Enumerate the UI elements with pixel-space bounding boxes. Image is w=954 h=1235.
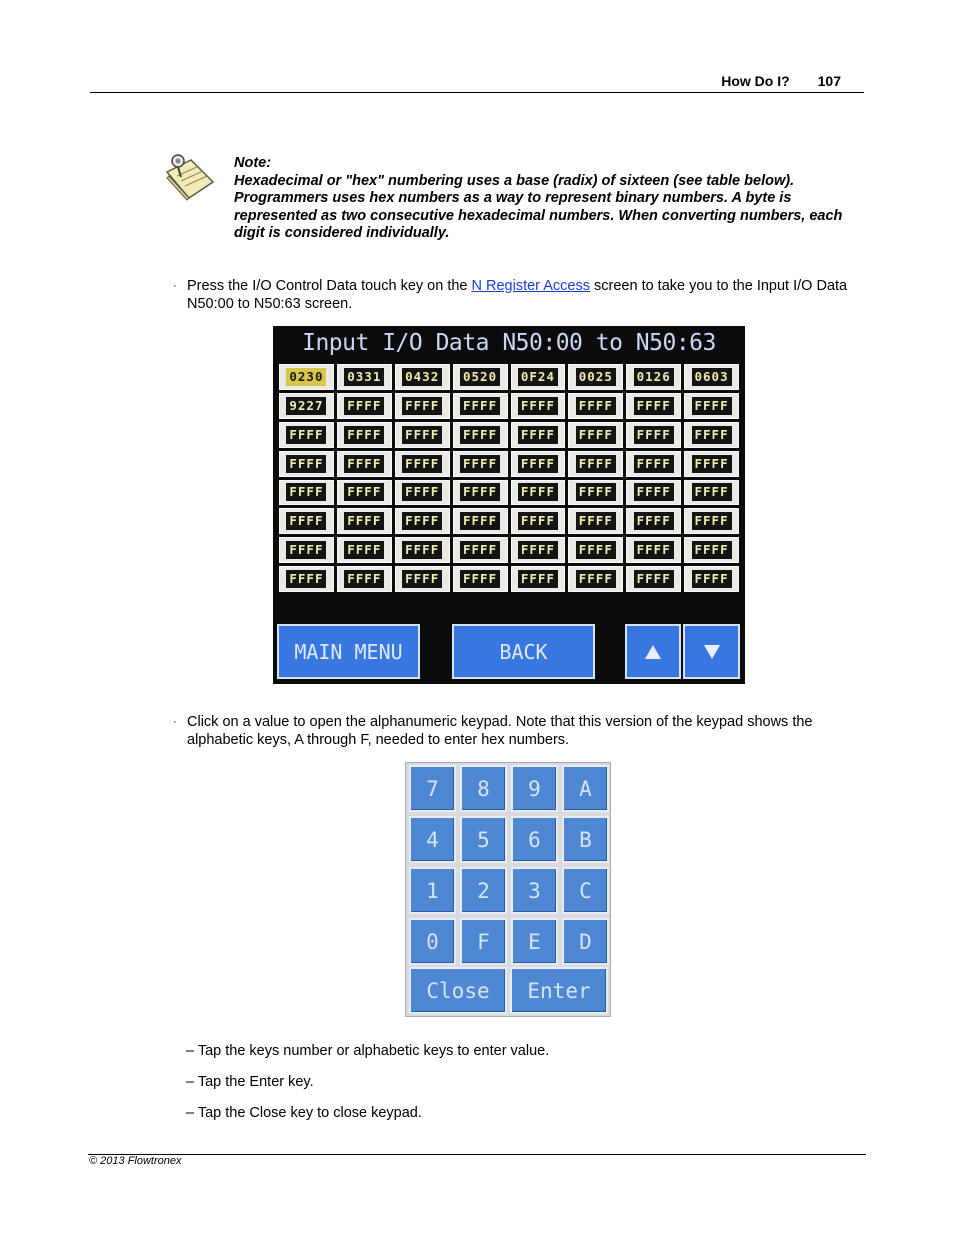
io-value-cell[interactable]	[453, 364, 508, 390]
io-value-text: FFFF	[344, 483, 384, 501]
io-value-text: FFFF	[460, 541, 500, 559]
keypad-key-f[interactable]: F	[460, 918, 507, 965]
bullet-1-text-after: screen to take you to the Input I/O Data N50:00 to N50:63 screen.	[187, 278, 848, 312]
keypad-key-0[interactable]: 0	[409, 918, 456, 965]
triangle-up-icon	[644, 644, 662, 660]
io-value-text: FFFF	[576, 541, 616, 559]
io-value-cell[interactable]	[453, 537, 508, 563]
io-value-text: FFFF	[692, 426, 732, 444]
step-3: – Tap the Close key to close keypad.	[186, 1105, 422, 1121]
io-value-text: FFFF	[460, 426, 500, 444]
note-block	[234, 155, 859, 243]
io-value-text: FFFF	[634, 426, 674, 444]
bullet-1-text-before: Press the I/O Control Data touch key on the	[187, 278, 472, 294]
io-value-cell[interactable]	[684, 364, 739, 390]
io-value-cell[interactable]	[568, 537, 623, 563]
io-value-text: FFFF	[518, 483, 558, 501]
screen-title: Input I/O Data N50:00 to N50:63	[302, 330, 716, 356]
io-value-text: FFFF	[344, 455, 384, 473]
triangle-down-icon	[703, 644, 721, 660]
footer-rule	[88, 1154, 866, 1155]
io-value-text: FFFF	[634, 541, 674, 559]
io-value-cell[interactable]	[626, 480, 681, 506]
io-value-text: 9227	[286, 397, 326, 415]
io-value-text: FFFF	[692, 570, 732, 588]
io-value-cell[interactable]	[684, 393, 739, 419]
io-value-text: FFFF	[692, 541, 732, 559]
keypad-key-1[interactable]: 1	[409, 867, 456, 914]
io-value-cell[interactable]	[337, 451, 392, 477]
io-value-text: FFFF	[402, 512, 442, 530]
io-value-text: FFFF	[634, 455, 674, 473]
keypad-key-2[interactable]: 2	[460, 867, 507, 914]
instruction-bullet-1	[173, 278, 863, 313]
io-value-cell[interactable]	[279, 508, 334, 534]
io-value-cell[interactable]	[279, 364, 334, 390]
io-value-cell[interactable]	[395, 480, 450, 506]
io-value-text: FFFF	[576, 512, 616, 530]
io-value-cell[interactable]	[453, 393, 508, 419]
io-value-text: 0126	[634, 368, 674, 386]
io-value-text: FFFF	[460, 455, 500, 473]
io-value-cell[interactable]	[395, 566, 450, 592]
io-value-cell[interactable]	[337, 508, 392, 534]
io-value-text: FFFF	[634, 483, 674, 501]
io-value-text: FFFF	[344, 570, 384, 588]
step-1: – Tap the keys number or alphabetic keys to enter value.	[186, 1043, 550, 1059]
io-value-text: FFFF	[518, 512, 558, 530]
io-value-cell[interactable]	[626, 537, 681, 563]
io-value-text: FFFF	[518, 397, 558, 415]
bullet-2-text: Click on a value to open the alphanumeric keypad. Note that this version of the keypad shows the alphabetic keys, A through F, needed to enter hex numbers.	[187, 714, 813, 748]
io-value-cell[interactable]	[568, 480, 623, 506]
io-value-text: FFFF	[460, 397, 500, 415]
io-value-cell[interactable]	[684, 422, 739, 448]
notepad-pin-icon	[163, 152, 217, 202]
instruction-bullet-2	[173, 714, 863, 749]
io-value-cell[interactable]	[626, 508, 681, 534]
io-value-cell[interactable]	[626, 364, 681, 390]
io-value-cell[interactable]	[511, 364, 566, 390]
io-value-text: FFFF	[402, 483, 442, 501]
io-value-text: 0520	[460, 368, 500, 386]
io-value-text: 0331	[344, 368, 384, 386]
io-value-cell[interactable]	[684, 451, 739, 477]
keypad-key-e[interactable]: E	[511, 918, 558, 965]
copyright: © 2013 Flowtronex	[89, 1155, 182, 1167]
io-value-text: FFFF	[402, 541, 442, 559]
io-value-cell[interactable]	[453, 451, 508, 477]
io-value-cell[interactable]	[279, 566, 334, 592]
io-value-text: FFFF	[634, 397, 674, 415]
io-value-text: 0025	[576, 368, 616, 386]
running-header	[721, 73, 841, 89]
scroll-up-button[interactable]	[625, 624, 681, 679]
close-key[interactable]: Close	[409, 967, 507, 1014]
input-io-data-screen	[273, 326, 745, 684]
io-value-text: FFFF	[576, 426, 616, 444]
io-value-cell[interactable]	[568, 422, 623, 448]
header-rule	[90, 92, 864, 93]
io-value-text: FFFF	[692, 483, 732, 501]
io-value-text: FFFF	[576, 483, 616, 501]
bullet-marker: ·	[173, 716, 177, 728]
step-2: – Tap the Enter key.	[186, 1074, 314, 1090]
bullet-marker: ·	[173, 280, 177, 292]
note-label: Note:	[234, 155, 272, 171]
io-value-cell[interactable]	[684, 508, 739, 534]
io-value-text: FFFF	[518, 541, 558, 559]
io-value-cell[interactable]	[337, 393, 392, 419]
main-menu-button[interactable]: MAIN MENU	[277, 624, 420, 679]
io-data-grid	[279, 364, 739, 592]
io-value-cell[interactable]	[568, 393, 623, 419]
io-value-text: FFFF	[518, 426, 558, 444]
keypad-key-8[interactable]: 8	[460, 765, 507, 812]
io-value-text: FFFF	[460, 512, 500, 530]
keypad-key-9[interactable]: 9	[511, 765, 558, 812]
io-value-text: FFFF	[286, 541, 326, 559]
io-value-cell[interactable]	[279, 537, 334, 563]
io-value-text: FFFF	[286, 483, 326, 501]
io-value-cell[interactable]	[684, 480, 739, 506]
io-value-cell[interactable]	[453, 480, 508, 506]
io-value-text: FFFF	[692, 455, 732, 473]
io-value-cell[interactable]	[626, 422, 681, 448]
io-value-cell[interactable]	[337, 537, 392, 563]
io-value-text: FFFF	[634, 512, 674, 530]
io-value-cell[interactable]	[279, 480, 334, 506]
io-value-text: 0603	[692, 368, 732, 386]
enter-key[interactable]: Enter	[510, 967, 608, 1014]
io-value-text: FFFF	[344, 426, 384, 444]
io-value-cell[interactable]	[395, 508, 450, 534]
io-value-cell[interactable]	[395, 422, 450, 448]
note-body: Hexadecimal or "hex" numbering uses a base (radix) of sixteen (see table below). Programmers uses hex numbers as a way to represent binary numbers. A byte is represented as two consecutive hexadecimal numbers. When converting numbers, each digit is considered individually.	[234, 172, 843, 241]
io-value-cell[interactable]	[511, 566, 566, 592]
io-value-cell[interactable]	[626, 393, 681, 419]
io-value-cell[interactable]	[511, 537, 566, 563]
keypad-key-b[interactable]: B	[562, 816, 609, 863]
io-value-cell[interactable]	[511, 422, 566, 448]
io-value-text: 0230	[286, 368, 326, 386]
io-value-cell[interactable]	[279, 451, 334, 477]
n-register-access-link[interactable]: N Register Access	[471, 278, 590, 294]
io-value-cell[interactable]	[511, 451, 566, 477]
io-value-cell[interactable]	[511, 508, 566, 534]
io-value-cell[interactable]	[568, 566, 623, 592]
io-value-cell[interactable]	[279, 393, 334, 419]
io-value-text: 0432	[402, 368, 442, 386]
io-value-text: FFFF	[402, 426, 442, 444]
io-value-cell[interactable]	[511, 393, 566, 419]
io-value-cell[interactable]	[337, 566, 392, 592]
io-value-cell[interactable]	[568, 508, 623, 534]
io-value-text: FFFF	[286, 512, 326, 530]
io-value-text: FFFF	[402, 570, 442, 588]
alphanumeric-keypad	[405, 762, 611, 1017]
io-value-text: FFFF	[692, 512, 732, 530]
io-value-text: FFFF	[344, 397, 384, 415]
io-value-cell[interactable]	[453, 422, 508, 448]
io-value-text: FFFF	[518, 455, 558, 473]
keypad-key-c[interactable]: C	[562, 867, 609, 914]
io-value-cell[interactable]	[453, 566, 508, 592]
io-value-text: FFFF	[402, 455, 442, 473]
keypad-key-a[interactable]: A	[562, 765, 609, 812]
keypad-key-3[interactable]: 3	[511, 867, 558, 914]
io-value-text: FFFF	[460, 483, 500, 501]
io-value-text: FFFF	[576, 570, 616, 588]
keypad-key-4[interactable]: 4	[409, 816, 456, 863]
io-value-cell[interactable]	[395, 364, 450, 390]
keypad-key-d[interactable]: D	[562, 918, 609, 965]
io-value-text: FFFF	[518, 570, 558, 588]
io-value-text: FFFF	[634, 570, 674, 588]
back-button[interactable]: BACK	[452, 624, 595, 679]
io-value-text: FFFF	[344, 541, 384, 559]
header-title: How Do I?	[721, 73, 790, 89]
io-value-cell[interactable]	[626, 451, 681, 477]
page-number: 107	[817, 73, 841, 89]
io-value-cell[interactable]	[511, 480, 566, 506]
io-value-cell[interactable]	[395, 451, 450, 477]
io-value-text: FFFF	[286, 570, 326, 588]
io-value-text: 0F24	[518, 368, 558, 386]
io-value-text: FFFF	[286, 455, 326, 473]
io-value-text: FFFF	[692, 397, 732, 415]
io-value-text: FFFF	[460, 570, 500, 588]
io-value-cell[interactable]	[684, 537, 739, 563]
io-value-cell[interactable]	[568, 364, 623, 390]
io-value-text: FFFF	[344, 512, 384, 530]
io-value-cell[interactable]	[568, 451, 623, 477]
io-value-cell[interactable]	[395, 393, 450, 419]
scroll-down-button[interactable]	[683, 624, 740, 679]
io-value-text: FFFF	[576, 455, 616, 473]
io-value-text: FFFF	[576, 397, 616, 415]
io-value-cell[interactable]	[337, 364, 392, 390]
io-value-cell[interactable]	[279, 422, 334, 448]
keypad-key-7[interactable]: 7	[409, 765, 456, 812]
io-value-cell[interactable]	[337, 480, 392, 506]
io-value-cell[interactable]	[337, 422, 392, 448]
io-value-cell[interactable]	[453, 508, 508, 534]
io-value-text: FFFF	[286, 426, 326, 444]
keypad-key-5[interactable]: 5	[460, 816, 507, 863]
io-value-cell[interactable]	[626, 566, 681, 592]
io-value-text: FFFF	[402, 397, 442, 415]
io-value-cell[interactable]	[684, 566, 739, 592]
io-value-cell[interactable]	[395, 537, 450, 563]
keypad-key-6[interactable]: 6	[511, 816, 558, 863]
